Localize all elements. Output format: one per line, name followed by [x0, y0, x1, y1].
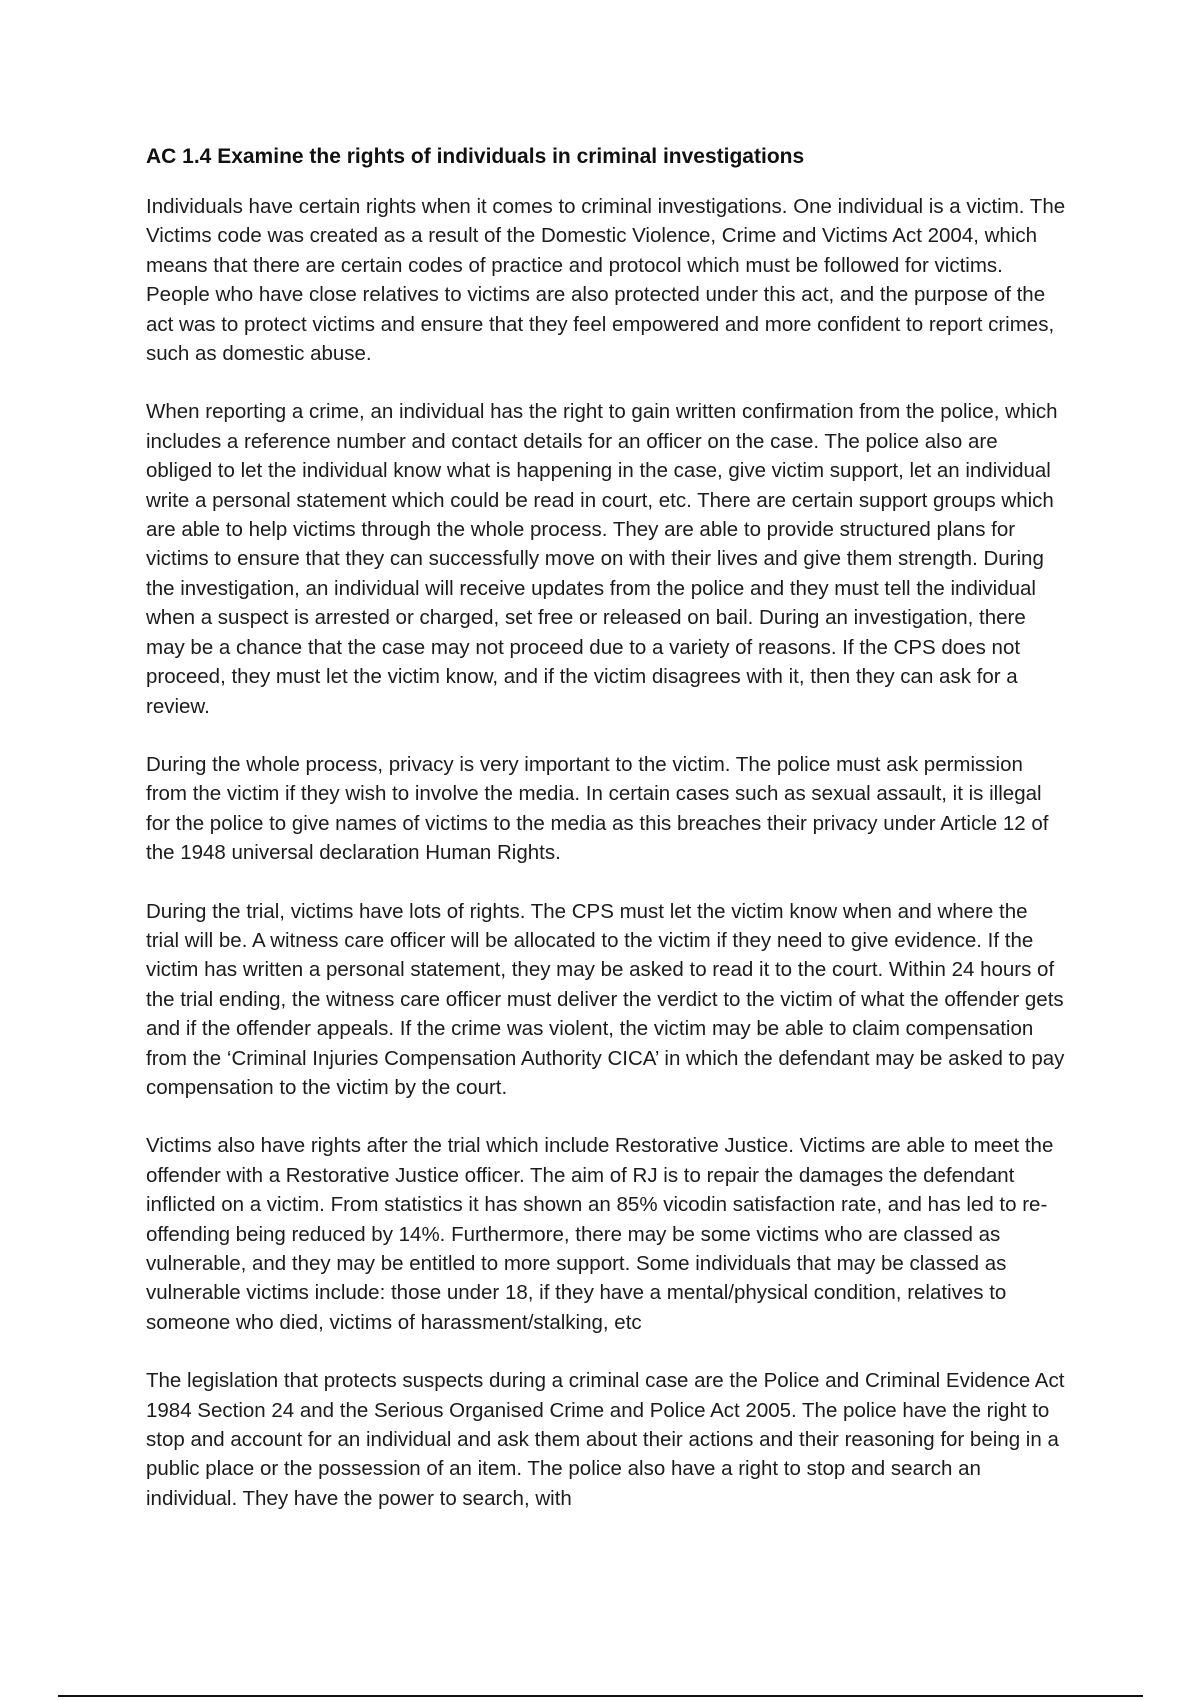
paragraph-privacy: During the whole process, privacy is very important to the victim. The police must ask permission from the victim if they wish to involve the media. In certain cases such as sexual assault, it is illegal for the police to give names of victims to the media as this breaches their privacy under Article 12 of the 1948 universal declaration Human Rights.	[146, 752, 1049, 865]
footer-divider	[58, 1695, 1143, 1697]
paragraph-suspect-legislation: The legislation that protects suspects during a criminal case are the Police and Criminal Evidence Act 1984 Section 24 and the Serious Organised Crime and Police Act 2005. The police have the right to stop and account for an individual and ask them about their actions and their reasoning for being in a public place or the possession of an item. The police also have a right to stop and search an individual. They have the power to search, with	[146, 1369, 1065, 1510]
paragraph-reporting-crime: When reporting a crime, an individual has the right to gain written confirmation from the police, which includes a reference number and contact details for an officer on the case. The police also are obliged to let the individual know what is happening in the case, give victim support, let an individual write a personal statement which could be read in court, etc. There are certain support groups which are able to help victims through the whole process. They are able to provide structured plans for victims to ensure that they can successfully move on with their lives and give them strength. During the investigation, an individual will receive updates from the police and they must tell the individual when a suspect is arrested or charged, set free or released on bail. During an investigation, there may be a chance that the case may not proceed due to a variety of reasons. If the CPS does not proceed, they must let the victim know, and if the victim disagrees with it, then they can ask for a review.	[146, 400, 1058, 718]
paragraph-victims-code: Individuals have certain rights when it comes to criminal investigations. One individual is a victim. The Victims code was created as a result of the Domestic Violence, Crime and Victims Act 2004, which means that there are certain codes of practice and protocol which must be followed for victims. People who have close relatives to victims are also protected under this act, and the purpose of the act was to protect victims and ensure that they feel empowered and more confident to report crimes, such as domestic abuse.	[146, 195, 1066, 366]
paragraph-after-trial: Victims also have rights after the trial which include Restorative Justice. Victims are able to meet the offender with a Restorative Justice officer. The aim of RJ is to repair the damages the defendant inflicted on a victim. From statistics it has shown an 85% vicodin satisfaction rate, and has led to re-offending being reduced by 14%. Furthermore, there may be some victims who are classed as vulnerable, and they may be entitled to more support. Some individuals that may be classed as vulnerable victims include: those under 18, if they have a mental/physical condition, relatives to someone who died, victims of harassment/stalking, etc	[146, 1134, 1054, 1334]
document-page	[146, 142, 1066, 1542]
paragraph-during-trial: During the trial, victims have lots of rights. The CPS must let the victim know when and where the trial will be. A witness care officer will be allocated to the victim if they need to give evidence. If the victim has written a personal statement, they may be asked to read it to the court. Within 24 hours of the trial ending, the witness care officer must deliver the verdict to the victim of what the offender gets and if the offender appeals. If the crime was violent, the victim may be able to claim compensation from the ‘Criminal Injuries Compensation Authority CICA’ in which the defendant may be asked to pay compensation to the victim by the court.	[146, 899, 1065, 1099]
document-heading: AC 1.4 Examine the rights of individuals in criminal investigations	[146, 145, 805, 168]
